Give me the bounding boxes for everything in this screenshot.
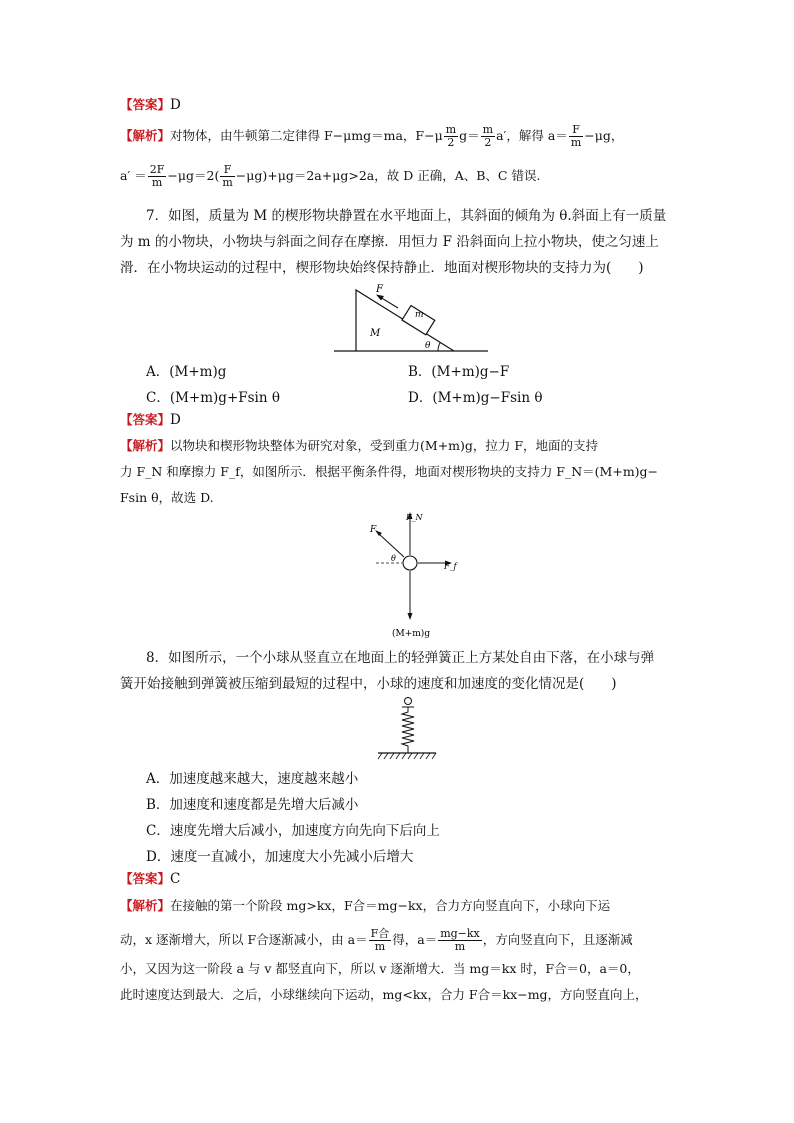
frac-den: m <box>151 176 163 189</box>
q8-explanation-line3: 小，又因为这一阶段 a 与 v 都竖直向下，所以 v 逐渐增大．当 mg＝kx 时，F合＝0，a＝0， <box>120 961 640 976</box>
explanation-label: 【解析】 <box>120 898 171 913</box>
q8-option-d: D．速度一直减小，加速度大小先减小后增大 <box>146 849 414 865</box>
answer-label: 【答案】 <box>120 871 171 886</box>
fraction <box>438 928 482 953</box>
q8-option-c: C．速度先增大后减小，加速度方向先向下后向上 <box>146 823 440 839</box>
q6-exp-text: a′，解得 a＝ <box>496 128 568 143</box>
q8-explanation-line4: 此时速度达到最大．之后，小球继续向下运动，mg<kx，合力 F合＝kx−mg，方向竖直向上， <box>120 987 648 1002</box>
explanation-label: 【解析】 <box>120 128 171 143</box>
fig-F-label: F <box>376 284 383 295</box>
q8-option-a: A．加速度越来越大，速度越来越小 <box>146 771 359 787</box>
q7-option-a: A．(M+m)g <box>146 364 227 380</box>
fig-m-label: m <box>415 310 424 320</box>
frac-num: mg−kx <box>440 927 480 940</box>
q8-exp-text: ，方向竖直向下，且逐渐减 <box>482 932 633 947</box>
frac-num: 2F <box>149 163 165 176</box>
fig-theta-label: θ <box>425 341 431 351</box>
frac-num: F合 <box>370 927 390 940</box>
q7-exp-text: 以物块和楔形物块整体为研究对象，受到重力(M+m)g，拉力 F，地面的支持 <box>170 438 599 453</box>
explanation-label: 【解析】 <box>120 438 171 453</box>
fb-theta-label: θ <box>391 554 396 563</box>
q7-stem-line2: 为 m 的小物块，小物块与斜面之间存在摩擦．用恒力 F 沿斜面向上拉小物块，使之匀速上 <box>120 234 659 250</box>
q7-stem-line1: 7．如图，质量为 M 的楔形物块静置在水平地面上，其斜面的倾角为 θ.斜面上有一质量 <box>146 208 667 224</box>
wedge-figure <box>330 283 495 356</box>
q8-answer: C <box>170 871 181 887</box>
frac-num: F <box>569 124 583 137</box>
q8-stem-line1: 8．如图所示，一个小球从竖直立在地面上的轻弹簧正上方某处自由下落，在小球与弹 <box>146 650 655 666</box>
frac-den: m <box>222 176 233 189</box>
q8-explanation-line1 <box>120 897 610 915</box>
q6-exp-text: −μg， <box>584 128 624 143</box>
frac-den: 2 <box>447 136 455 149</box>
q7-stem-line3: 滑．在小物块运动的过程中，楔形物块始终保持静止．地面对楔形物块的支持力为( ) <box>120 260 644 276</box>
q8-exp-text: 得，a＝ <box>392 932 438 947</box>
frac-num: m <box>482 123 494 136</box>
q6-exp-text: −μg＝2( <box>167 168 220 183</box>
fraction <box>220 164 234 189</box>
q7-answer: D <box>170 412 181 428</box>
q8-option-b: B．加速度和速度都是先增大后减小 <box>146 797 359 813</box>
q8-exp-text: 动，x 逐渐增大，所以 F合逐渐减小，由 a＝ <box>120 932 368 947</box>
fb-Ff-label: F_f <box>444 562 457 571</box>
q7-answer-line <box>120 411 181 429</box>
fb-weight-label: (M+m)g <box>392 629 431 639</box>
frac-num: F <box>220 164 234 177</box>
q8-explanation-line2 <box>120 928 633 953</box>
q7-explanation-line1 <box>120 437 598 455</box>
fraction <box>369 928 392 953</box>
q8-exp-text: 在接触的第一个阶段 mg>kx，F合＝mg−kx，合力方向竖直向下，小球向下运 <box>170 898 611 913</box>
frac-num: m <box>445 123 457 136</box>
q8-stem-line2: 簧开始接触到弹簧被压缩到最短的过程中，小球的速度和加速度的变化情况是( ) <box>120 676 617 692</box>
q7-explanation-line2: 力 F_N 和摩擦力 F_f，如图所示．根据平衡条件得，地面对楔形物块的支持力 F_N＝(M+m)g− <box>120 464 659 479</box>
spring-figure <box>374 695 440 761</box>
q7-explanation-line3: Fsin θ，故选 D. <box>120 490 214 505</box>
q8-answer-line <box>120 870 180 888</box>
q7-option-d: D．(M+m)g−Fsin θ <box>408 390 543 406</box>
free-body-diagram <box>362 508 462 640</box>
q7-option-c: C．(M+m)g+Fsin θ <box>146 390 280 406</box>
q6-explanation-line1 <box>120 124 623 149</box>
q6-answer: D <box>170 97 181 113</box>
fraction <box>444 124 458 149</box>
answer-label: 【答案】 <box>120 412 171 427</box>
frac-den: m <box>570 136 582 149</box>
frac-den: m <box>374 940 386 953</box>
q6-exp-text: a′ ＝ <box>120 168 147 183</box>
q6-exp-text: −μg)+μg＝2a+μg>2a，故 D 正确，A、B、C 错误. <box>235 168 541 183</box>
fraction <box>481 124 495 149</box>
q6-exp-text: 对物体，由牛顿第二定律得 F−μmg＝ma，F−μ <box>170 128 443 143</box>
q6-exp-text: g＝ <box>459 128 480 143</box>
fraction <box>569 124 583 149</box>
fraction <box>148 164 167 189</box>
answer-label: 【答案】 <box>120 97 171 112</box>
q6-explanation-line2 <box>120 164 540 189</box>
q7-option-b: B．(M+m)g−F <box>408 364 510 380</box>
fb-F-label: F <box>370 525 377 535</box>
fig-M-label: M <box>370 328 381 339</box>
q6-answer-line <box>120 96 181 114</box>
frac-den: m <box>454 940 466 953</box>
frac-den: 2 <box>484 136 492 149</box>
fb-FN-label: F_N <box>406 513 423 522</box>
